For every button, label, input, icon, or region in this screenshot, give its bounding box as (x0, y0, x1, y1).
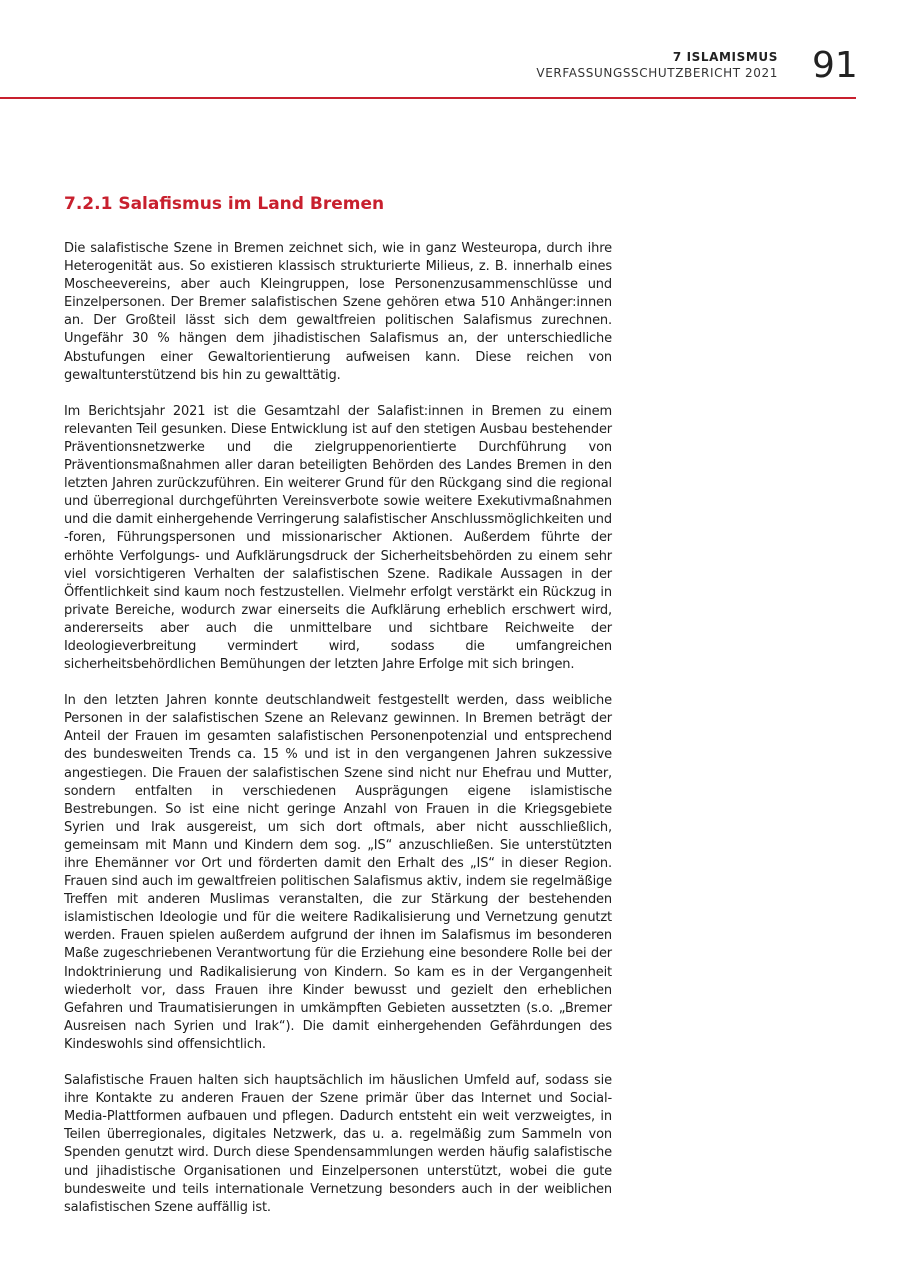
paragraph: Salafistische Frauen halten sich hauptsächlich im häuslichen Umfeld auf, sodass sie ihre Kontakte zu anderen Frauen der Szene primär über das Internet und Social-Media-Plattformen aufbauen und pflegen. Dadurch entsteht ein weit verzweigtes, in Teilen überregionales, digitales Netzwerk, das u. a. regelmäßig zum Sammeln von Spenden genutzt wird. Durch diese Spendensammlungen werden häufig salafistische und jihadistische Organisationen und Einzelpersonen unterstützt, wobei die gute bundesweite und teils internationale Vernetzung besonders auch in der weiblichen salafistischen Szene auffällig ist. (64, 1073, 612, 1215)
paragraph: In den letzten Jahren konnte deutschlandweit festgestellt werden, dass weibliche Personen in der salafistischen Szene an Relevanz gewinnen. In Bremen beträgt der Anteil der Frauen im gesamten salafistischen Personenpotenzial und entsprechend des bundesweiten Trends ca. 15 % und ist in den vergangenen Jahren sukzessive angestiegen. Die Frauen der salafistischen Szene sind nicht nur Ehefrau und Mutter, sondern entfalten in verschiedenen Ausprägungen eigene islamistische Bestrebungen. So ist eine nicht geringe Anzahl von Frauen in die Kriegsgebiete Syrien und Irak ausgereist, um sich dort oftmals, aber nicht ausschließlich, gemeinsam mit Mann und Kindern dem sog. „IS“ anzuschließen. Sie unterstützten ihre Ehemänner vor Ort und förderten damit den Erhalt des „IS“ in dieser Region. Frauen sind auch im gewaltfreien politischen Salafismus aktiv, indem sie regelmäßige Treffen mit anderen Muslimas veranstalten, die zur Stärkung der bestehenden islamistischen Ideologie und für die weitere Radikalisierung und Vernetzung genutzt werden. Frauen spielen außerdem aufgrund der ihnen im Salafismus im besonderen Maße zugeschriebenen Verantwortung für die Erziehung eine besondere Rolle bei der Indoktrinierung und Radikalisierung von Kindern. So kam es in der Vergangenheit wiederholt vor, dass Frauen ihre Kinder bewusst und gezielt den erheblichen Gefahren und Traumatisierungen in umkämpften Gebieten aussetzten (s.o. „Bremer Ausreisen nach Syrien und Irak“). Die damit einhergehenden Gefährdungen des Kindeswohls sind offensichtlich. (64, 693, 612, 1052)
section-title: 7.2.1 Salafismus im Land Bremen (64, 194, 385, 214)
paragraph: Die salafistische Szene in Bremen zeichnet sich, wie in ganz Westeuropa, durch ihre Heterogenität aus. So existieren klassisch strukturierte Milieus, z. B. innerhalb eines Moscheevereins, aber auch Kleingruppen, lose Personenzusammenschlüsse und Einzelpersonen. Der Bremer salafistischen Szene gehören etwa 510 Anhänger:innen an. Der Großteil lässt sich dem gewaltfreien politischen Salafismus zurechnen. Ungefähr 30 % hängen dem jihadistischen Salafismus an, der unterschiedliche Abstufungen einer Gewaltorientierung aufweisen kann. Diese reichen von gewaltunterstützend bis hin zu gewalttätig. (64, 241, 612, 383)
page-number: 91 (812, 45, 858, 86)
report-title: VERFASSUNGSSCHUTZBERICHT 2021 (536, 66, 778, 80)
chapter-label: 7 ISLAMISMUS (672, 50, 778, 64)
page-header (0, 0, 900, 100)
running-header (536, 50, 778, 81)
main-content (64, 190, 612, 1235)
paragraph: Im Berichtsjahr 2021 ist die Gesamtzahl der Salafist:innen in Bremen zu einem relevanten Teil gesunken. Diese Entwicklung ist auf den stetigen Ausbau bestehender Präventionsnetzwerke und die zielgruppenorientierte Durchführung von Präventionsmaßnahmen aller daran beteiligten Behörden des Landes Bremen in den letzten Jahren zurückzuführen. Ein weiterer Grund für den Rückgang sind die regional und überregional durchgeführten Vereinsverbote sowie weitere Exekutivmaßnahmen und die damit einhergehende Verringerung salafistischer Anschlussmöglichkeiten und -foren, Führungspersonen und missionarischer Aktionen. Außerdem führte der erhöhte Verfolgungs- und Aufklärungsdruck der Sicherheitsbehörden zu einem sehr viel vorsichtigeren Verhalten der salafistischen Szene. Radikale Aussagen in der Öffentlichkeit sind kaum noch festzustellen. Vielmehr erfolgt verstärkt ein Rückzug in private Bereiche, wodurch zwar einerseits die Aufklärung erheblich erschwert wird, andererseits aber auch die unmittelbare und sichtbare Reichweite der Ideologieverbreitung vermindert wird, sodass die umfangreichen sicherheitsbehördlichen Bemühungen der letzten Jahre Erfolge mit sich bringen. (64, 403, 612, 673)
header-divider (0, 97, 856, 99)
